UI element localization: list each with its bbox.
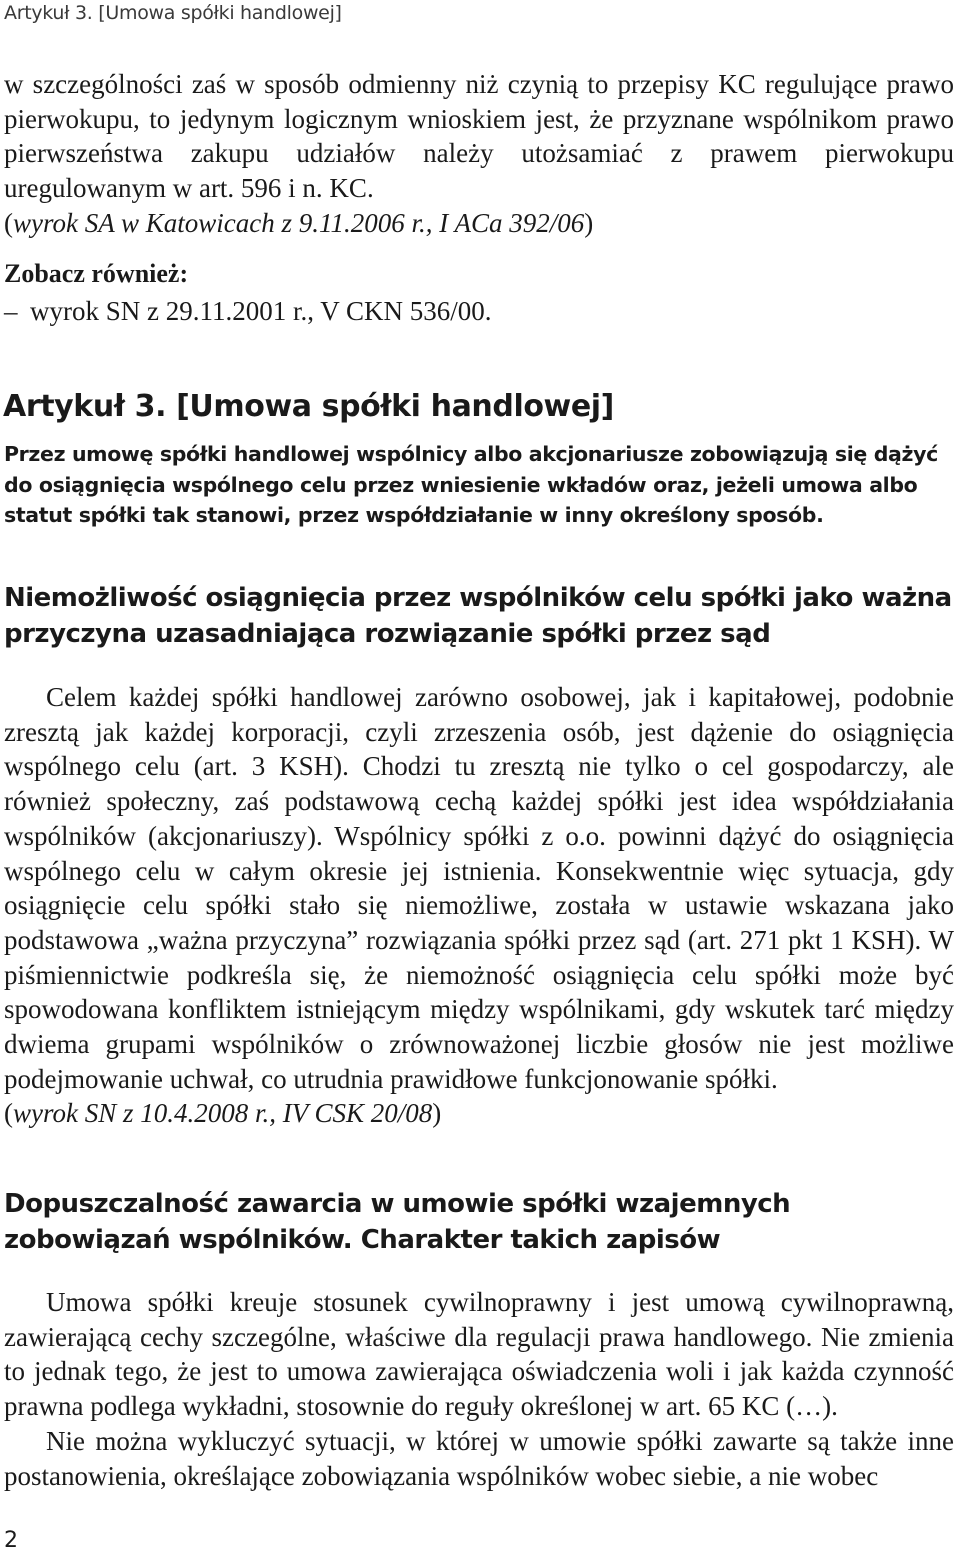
citation-close: )	[432, 1098, 442, 1129]
see-also-heading: Zobacz również:	[4, 259, 189, 288]
thesis-2-paragraph-1: Umowa spółki kreuje stosunek cywilnoprawny i jest umową cywilnoprawną, zawierającą cechy szczególne, właściwe dla regulacji prawa handlowego. Nie zmienia to jednak tego, że jest to umowa zawierająca oświadczenia woli i jak każda czynność prawna podlega wykładni, stosownie do reguły określonej w art. 65 KC (…).	[4, 1287, 954, 1422]
thesis-heading-1: Niemożliwość osiągnięcia przez wspólników celu spółki jako ważna przyczyna uzasadniająca rozwiązanie spółki przez sąd	[4, 583, 952, 649]
intro-citation	[4, 206, 954, 241]
intro-paragraph-block	[4, 67, 954, 241]
citation-text: wyrok SA w Katowicach z 9.11.2006 r., I ACa 392/06	[13, 207, 585, 238]
citation-open: (	[4, 1098, 13, 1129]
list-dash: –	[4, 296, 18, 326]
thesis-heading-2: Dopuszczalność zawarcia w umowie spółki wzajemnych zobowiązań wspólników. Charakter takich zapisów	[4, 1189, 791, 1255]
article-title: Artykuł 3. [Umowa spółki handlowej]	[3, 389, 614, 424]
thesis-1-citation	[4, 1096, 954, 1131]
thesis-1-body	[4, 680, 954, 1131]
article-body: Przez umowę spółki handlowej wspólnicy albo akcjonariusze zobowiązują się dążyć do osiągnięcia wspólnego celu przez wniesienie wkładów oraz, jeżeli umowa albo statut spółki tak stanowi, przez współdziałanie w inny określony sposób.	[4, 442, 938, 527]
citation-text: wyrok SN z 10.4.2008 r., IV CSK 20/08	[13, 1098, 433, 1129]
thesis-2-body	[4, 1285, 954, 1493]
thesis-1-paragraph: Celem każdej spółki handlowej zarówno osobowej, jak i kapitałowej, podobnie zresztą jak każdej korporacji, czyli zrzeszenia osób, jest dążenie do osiągnięcia wspólnego celu (art. 3 KSH). Chodzi tu zresztą nie tylko o cel gospodarczy, ale również społeczny, zaś podstawową cechą każdej spółki jest idea współdziałania wspólników (akcjonariuszy). Wspólnicy spółki z o.o. powinni dążyć do osiągnięcia wspólnego celu w całym okresie jej istnienia. Konsekwentnie więc sytuacja, gdy osiągnięcie celu spółki stało się niemożliwe, została w ustawie wskazana jako podstawowa „ważna przyczyna” rozwiązania spółki przez sąd (art. 271 pkt 1 KSH). W piśmiennictwie podkreśla się, że niemożność osiągnięcia celu spółki może być spowodowana konfliktem istniejącym między wspólnikami, gdy wskutek tarć między dwiema grupami wspólników o zrównoważonej liczbie głosów nie jest możliwe podejmowanie uchwał, co utrudnia prawidłowe funkcjonowanie spółki.	[4, 682, 954, 1094]
see-also-item	[4, 296, 492, 327]
see-also-text: wyrok SN z 29.11.2001 r., V CKN 536/00.	[30, 296, 492, 326]
citation-close: )	[584, 207, 594, 238]
page-number: 2	[4, 1528, 18, 1553]
thesis-2-paragraph-2: Nie można wykluczyć sytuacji, w której w umowie spółki zawarte są także inne postanowienia, określające zobowiązania wspólników wobec siebie, a nie wobec	[4, 1425, 954, 1491]
citation-open: (	[4, 207, 13, 238]
intro-paragraph: w szczególności zaś w sposób odmienny niż czynią to przepisy KC regulujące prawo pierwokupu, to jedynym logicznym wnioskiem jest, że przyznane wspólnikom prawo pierwszeństwa zakupu udziałów należy utożsamiać z prawem pierwokupu uregulowanym w art. 596 i n. KC.	[4, 69, 954, 204]
running-header: Artykuł 3. [Umowa spółki handlowej]	[4, 2, 342, 24]
